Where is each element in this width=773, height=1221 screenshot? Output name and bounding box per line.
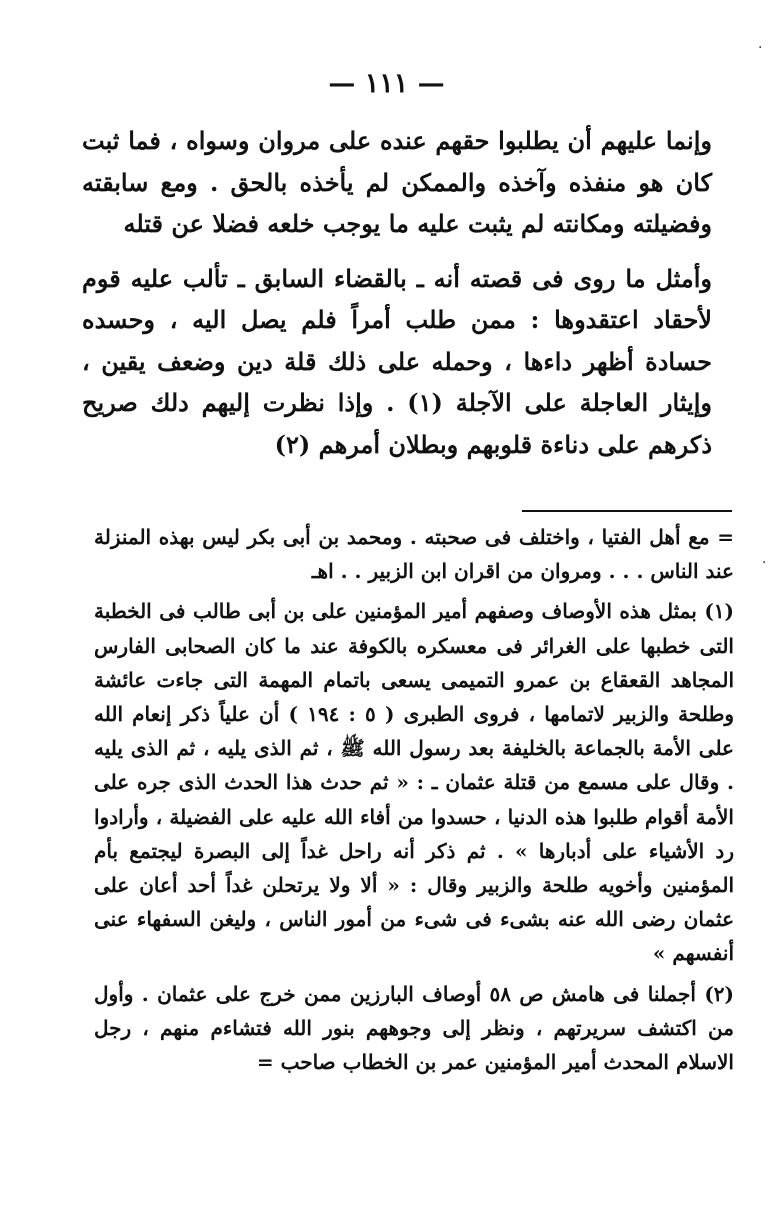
page-number: — ١١١ — xyxy=(328,68,445,99)
main-paragraph-2: وأمثل ما روى فى قصته أنه ـ بالقضاء السابق ـ تألب عليه قوم لأحقاد اعتقدوها : ممن طلب أمراً فلم يصل اليه ، وحسده حسادة أظهر داءها ، وحمله على ذلك قلة دين وضعف يقين ، وإيثار العاجلة على الآجلة (١) . وإذا نظرت إليهم دلك صريح ذكرهم على دناءة قلوبهم وبطلان أمرهم (٢) xyxy=(82,263,713,459)
main-text xyxy=(82,120,712,478)
scan-mark: · xyxy=(758,40,763,56)
scan-mark: · xyxy=(762,555,767,571)
footnote-2: (٢) أجملنا فى هامش ص ٥٨ أوصاف البارزين ممن خرج على عثمان . وأول من اكتشف سريرتهم ، ونظر إلى وجوههم بنور الله فتشاءم منهم ، رجل الاسلام المحدث أمير المؤمنين عمر بن الخطاب صاحب = xyxy=(94,981,735,1075)
footnote-continuation: = مع أهل الفتيا ، واختلف فى صحبته . ومحمد بن أبى بكر ليس بهذه المنزلة عند الناس . . . ومروان من اقران ابن الزبير . . اهـ xyxy=(94,525,734,584)
main-paragraph-1: وإنما عليهم أن يطلبوا حقهم عنده على مروان وسواه ، فما ثبت كان هو منفذه وآخذه والممكن لم يأخذه بالحق . ومع سابقته وفضيلته ومكانته لم يثبت عليه ما يوجب خلعه فضلا عن قتله xyxy=(82,126,713,238)
footnote-1: (١) بمثل هذه الأوصاف وصفهم أمير المؤمنين على بن أبى طالب فى الخطبة التى خطبها على الغرائر فى معسكره بالكوفة عند ما كان الصحابى الفارس المجاهد القعقاع بن عمرو التميمى يسعى باتمام المهمة التى جاءت عائشة وطلحة والزبير لاتمامها ، فروى الطبرى ( ٥ : ١٩٤ ) أن علياً ذكر إنعام الله على الأمة بالجماعة بالخليفة بعد رسول الله ﷺ ، ثم الذى يليه ، ثم الذى يليه . وقال على مسمع من قتلة عثمان ـ : « ثم حدث هذا الحدث الذى جره على الأمة أقوام طلبوا هذه الدنيا ، حسدوا من أفاء الله عليه على الفضيلة ، وأرادوا رد الأشياء على أدبارها » . ثم ذكر أنه راحل غداً إلى البصرة ليجتمع بأم المؤمنين وأخويه طلحة والزبير وقال : « ألا ولا يرتحلن غداً أحد أعان على عثمان رضى الله عنه بشىء فى شىء من أمور الناس ، وليغن السفهاء عنى أنفسهم » xyxy=(94,599,735,966)
footnotes xyxy=(94,520,734,1085)
footnote-separator xyxy=(522,510,732,512)
